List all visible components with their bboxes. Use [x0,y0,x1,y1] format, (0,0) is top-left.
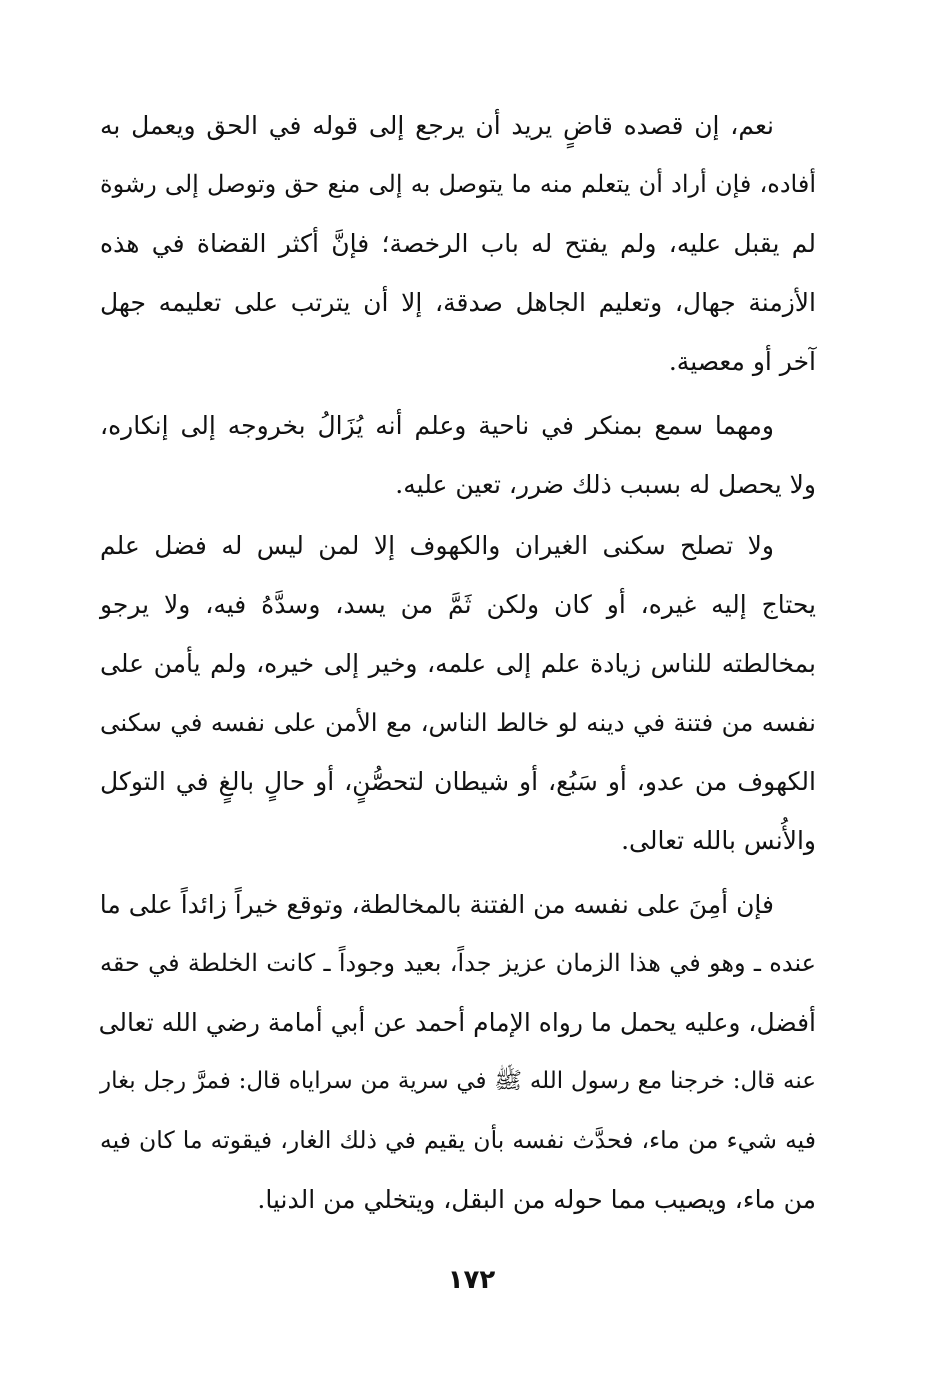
paragraph-1 [100,96,816,391]
text-line: ومهما سمع بمنكر في ناحية وعلم أنه يُزَالُ بخروجه إلى إنكاره، [100,411,774,440]
page-body [100,96,816,1229]
text-line: لم يقبل عليه، ولم يفتح له باب الرخصة؛ فإنَّ أكثر القضاة في هذه [100,229,816,258]
text-line: عنه قال: خرجنا مع رسول الله ﷺ في سرية من سراياه قال: فمرَّ رجل بغار [100,1068,816,1094]
text-line: من ماء، ويصيب مما حوله من البقل، ويتخلي من الدنيا. [257,1185,816,1214]
text-line: فيه شيء من ماء، فحدَّث نفسه بأن يقيم في ذلك الغار، فيقوته ما كان فيه [100,1126,816,1154]
page-number: ١٧٢ [447,1265,496,1295]
text-line: فإن أمِنَ على نفسه من الفتنة بالمخالطة، وتوقع خيراً زائداً على ما [99,890,774,919]
text-line: بمخالطته للناس زيادة علم إلى علمه، وخير إلى خيره، ولم يأمن على [100,649,816,678]
paragraph-4 [100,875,816,1229]
text-line: عنده ـ وهو في هذا الزمان عزيز جداً، بعيد وجوداً ـ كانت الخلطة في حقه [100,949,817,977]
text-line: أفضل، وعليه يحمل ما رواه الإمام أحمد عن أبي أمامة رضي الله تعالى [98,1008,816,1037]
text-line: نعم، إن قصده قاضٍ يريد أن يرجع إلى قوله في الحق ويعمل به [100,111,774,140]
text-line: يحتاج إليه غيره، أو كان ولكن ثَمَّ من يسد، وسدَّهُ فيه، ولا يرجو [100,590,816,619]
text-line: أفاده، فإن أراد أن يتعلم منه ما يتوصل به إلى منع حق وتوصل إلى رشوة [100,170,816,198]
text-line: والأُنس بالله تعالى. [621,826,816,855]
text-line: ولا يحصل له بسبب ذلك ضرر، تعين عليه. [395,470,816,499]
paragraph-2 [100,396,816,514]
text-line: آخر أو معصية. [668,347,816,376]
text-line: نفسه من فتنة في دينه لو خالط الناس، مع الأمن على نفسه في سكنى [100,708,816,737]
text-line: الكهوف من عدو، أو سَبُع، أو شيطان لتحصُّنٍ، أو حالٍ بالغٍ في التوكل [100,767,816,796]
text-line: الأزمنة جهال، وتعليم الجاهل صدقة، إلا أن يترتب على تعليمه جهل [100,288,816,317]
text-line: ولا تصلح سكنى الغيران والكهوف إلا لمن ليس له فضل علم [100,531,774,560]
paragraph-3 [100,516,816,870]
